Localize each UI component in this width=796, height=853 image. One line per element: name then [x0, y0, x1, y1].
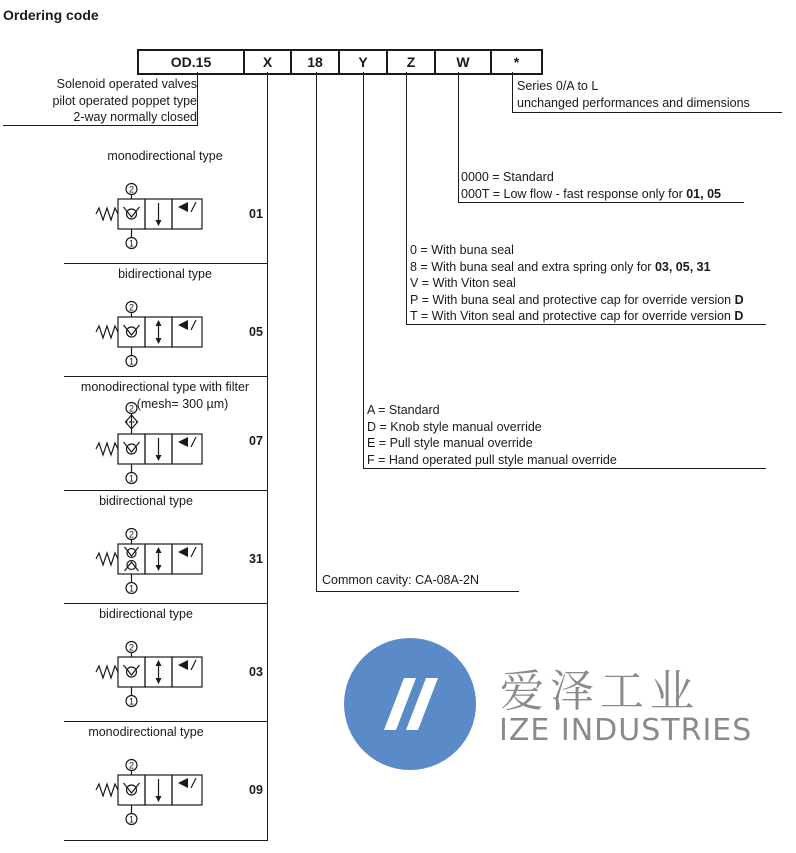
w-option: 0000 = Standard [461, 170, 554, 184]
code-box-series: * [513, 54, 520, 70]
page-title: Ordering code [3, 7, 99, 23]
logo-en-text: IZE INDUSTRIES [499, 713, 753, 748]
valve-symbol-icon [90, 396, 220, 486]
code-box-w: W [436, 51, 492, 73]
svg-text:1: 1 [128, 473, 135, 484]
valve-type-code: 03 [249, 665, 263, 679]
valve-symbol-icon [90, 177, 220, 267]
svg-text:2: 2 [128, 642, 135, 653]
z-option: P = With buna seal and protective cap for override version D [410, 292, 744, 307]
svg-text:2: 2 [128, 760, 135, 771]
ize-logo-icon [344, 638, 476, 770]
valve-symbol-icon [90, 753, 220, 843]
svg-text:2: 2 [128, 529, 135, 540]
valve-type-code: 31 [249, 552, 263, 566]
y-option: A = Standard [367, 403, 440, 417]
code-box-z: Z [388, 51, 436, 73]
valve-type-label [46, 606, 246, 623]
logo-cn-text: 爱泽工业 [500, 666, 700, 717]
valve-type-label-line: monodirectional type [107, 149, 223, 163]
valve-type-label-line: bidirectional type [99, 494, 193, 508]
w-options [461, 169, 721, 202]
valve-type-label [46, 493, 246, 510]
code-box-18: 18 [292, 51, 340, 73]
z-option: 0 = With buna seal [410, 243, 514, 257]
section-divider [64, 490, 268, 491]
z-option: 8 = With buna seal and extra spring only for 03, 05, 31 [410, 259, 711, 274]
svg-text:1: 1 [128, 814, 135, 825]
valve-type-label [65, 266, 265, 283]
valve-type-label-line: (mesh= 300 µm) [136, 396, 229, 411]
model-desc-line: pilot operated poppet type [52, 93, 197, 108]
z-option: V = With Viton seal [410, 276, 516, 290]
valve-symbol-icon [90, 635, 220, 725]
svg-text:2: 2 [128, 184, 135, 195]
series-note [517, 78, 750, 111]
valve-type-code: 07 [249, 434, 263, 448]
svg-text:1: 1 [128, 583, 135, 594]
code-box-y: Y [340, 51, 388, 73]
w-option: 000T = Low flow - fast response only for 01, 05 [461, 186, 721, 201]
y-option: D = Knob style manual override [367, 419, 542, 434]
valve-symbol-icon [90, 295, 220, 385]
svg-text:1: 1 [128, 356, 135, 367]
svg-text:2: 2 [128, 302, 135, 313]
model-desc-line: Solenoid operated valves [56, 77, 197, 91]
z-options [410, 242, 744, 325]
y-option: F = Hand operated pull style manual override [367, 452, 617, 467]
code-box-x: X [245, 51, 292, 73]
model-desc-line: 2-way normally closed [73, 110, 197, 124]
valve-symbol-icon [90, 522, 220, 612]
svg-text:1: 1 [128, 696, 135, 707]
series-line: Series 0/A to L [517, 79, 599, 93]
valve-type-label-line: bidirectional type [99, 607, 193, 621]
valve-type-code: 09 [249, 783, 263, 797]
z-option: T = With Viton seal and protective cap for override version D [410, 309, 744, 323]
valve-type-label-line: monodirectional type [88, 725, 204, 739]
series-line: unchanged performances and dimensions [517, 95, 750, 110]
model-description [52, 76, 197, 126]
valve-type-code: 05 [249, 325, 263, 339]
valve-type-label [46, 724, 246, 741]
valve-type-label-line: bidirectional type [118, 267, 212, 281]
y-options [367, 402, 617, 468]
svg-text:2: 2 [128, 403, 135, 414]
cavity-note: Common cavity: CA-08A-2N [322, 573, 479, 587]
valve-type-code: 01 [249, 207, 263, 221]
valve-type-label-line: monodirectional type with filter [80, 380, 250, 394]
valve-type-label [65, 148, 265, 165]
y-option: E = Pull style manual override [367, 436, 533, 450]
svg-text:1: 1 [128, 238, 135, 249]
code-box-model: OD.15 [139, 51, 245, 73]
